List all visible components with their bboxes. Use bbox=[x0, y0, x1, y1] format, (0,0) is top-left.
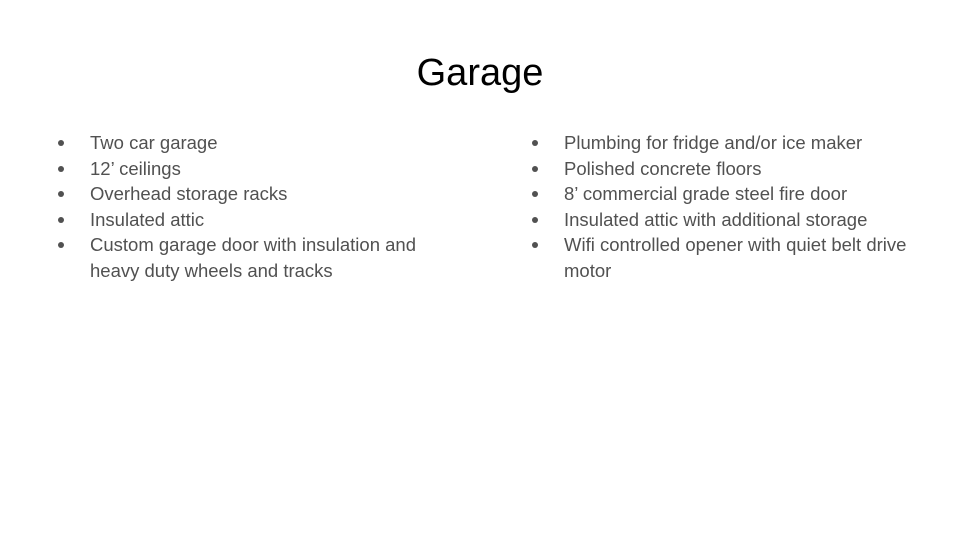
list-item: 12’ ceilings bbox=[54, 156, 462, 182]
list-item: Insulated attic bbox=[54, 207, 462, 233]
list-item: Polished concrete floors bbox=[528, 156, 936, 182]
list-item: Custom garage door with insulation and heavy duty wheels and tracks bbox=[54, 232, 462, 283]
bullet-list-right bbox=[528, 130, 936, 283]
list-item: Overhead storage racks bbox=[54, 181, 462, 207]
list-item: Plumbing for fridge and/or ice maker bbox=[528, 130, 936, 156]
list-item: 8’ commercial grade steel fire door bbox=[528, 181, 936, 207]
slide-title: Garage bbox=[416, 52, 544, 94]
list-item: Insulated attic with additional storage bbox=[528, 207, 936, 233]
list-item: Wifi controlled opener with quiet belt drive motor bbox=[528, 232, 936, 283]
list-item: Two car garage bbox=[54, 130, 462, 156]
bullet-list-left bbox=[54, 130, 462, 283]
